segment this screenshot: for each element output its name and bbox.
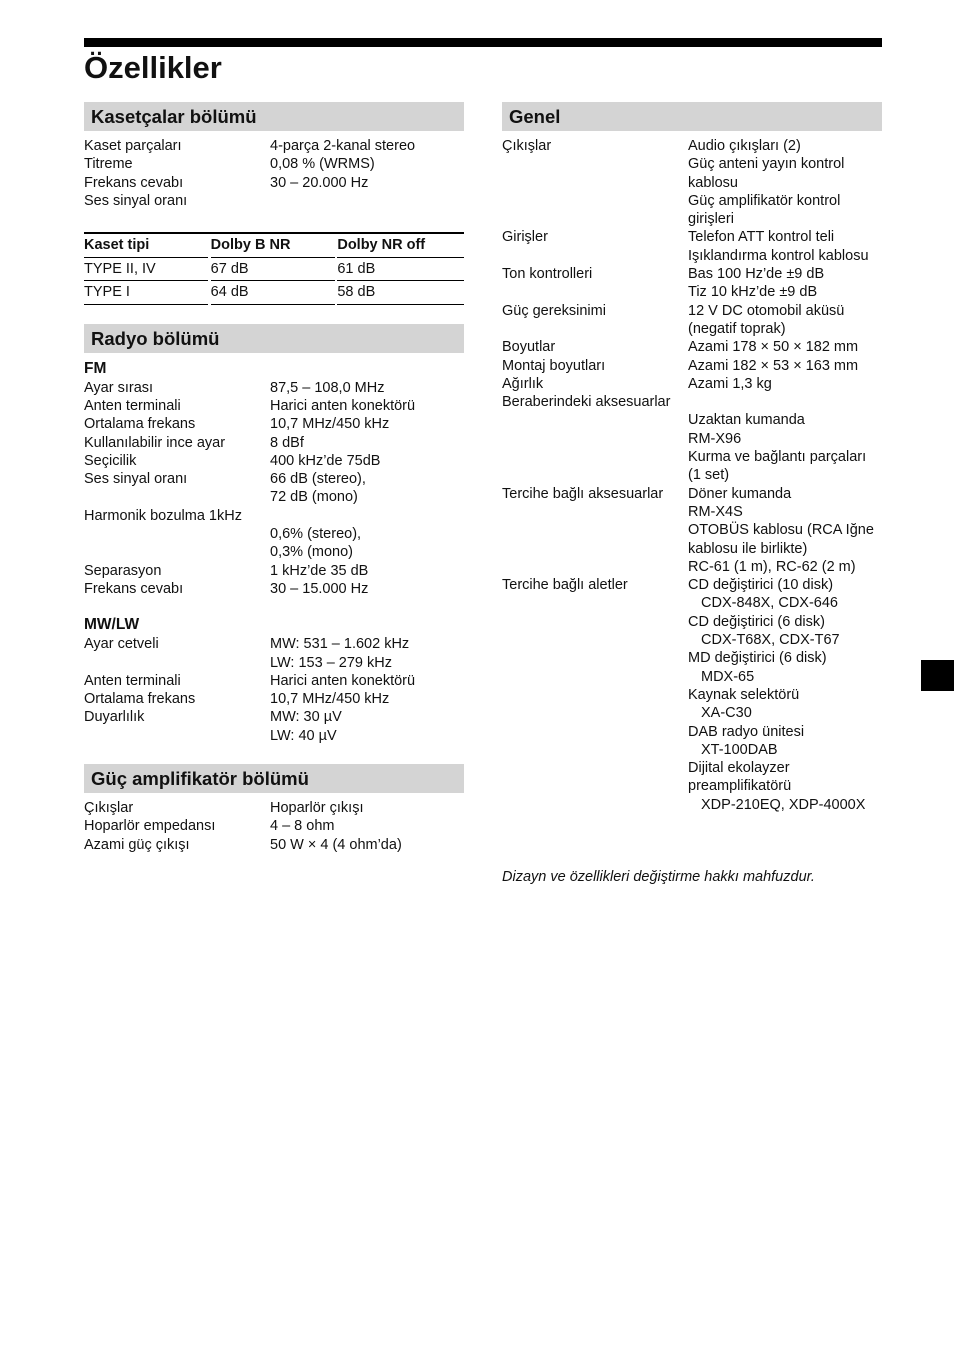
spec-row [84, 635, 464, 672]
fm-spec-list [84, 379, 464, 599]
spec-row [84, 836, 464, 854]
spec-label: Harmonik bozulma 1kHz [84, 507, 242, 524]
spec-values [270, 174, 464, 192]
spec-value: OTOBÜS kablosu (RCA Iğne kablosu ile birlikte) [688, 522, 874, 557]
spec-label: Boyutlar [502, 339, 556, 356]
spec-value: 8 dBf [270, 434, 304, 451]
spec-value: CD değiştirici (10 disk) [688, 577, 834, 594]
spec-value: MW: 30 µV [270, 709, 342, 726]
spec-row [84, 708, 464, 745]
spec-value: 0,3% (mono) [270, 544, 354, 561]
kaset-spec-list [84, 137, 464, 210]
spec-value: XA-C30 [701, 705, 752, 722]
spec-row [84, 155, 464, 173]
spec-value: CD değiştirici (6 disk) [688, 613, 825, 630]
spec-row [84, 434, 464, 452]
spec-values [688, 302, 882, 339]
spec-values [270, 470, 464, 507]
spec-values [270, 836, 464, 854]
section-heading-kaset: Kasetçalar bölümü [84, 102, 464, 131]
spec-value: RM-X4S [688, 503, 743, 520]
spec-label: Duyarlılık [84, 709, 145, 726]
table-row [84, 258, 464, 282]
spec-label: Montaj boyutları [502, 357, 606, 374]
spec-value: 72 dB (mono) [270, 489, 358, 506]
spec-value: 50 W × 4 (4 ohm’da) [270, 836, 402, 853]
spec-row [502, 393, 882, 411]
spec-label: Girişler [502, 229, 548, 246]
spec-values [270, 137, 464, 155]
spec-values [270, 155, 464, 173]
spec-row [84, 690, 464, 708]
spec-values [270, 690, 464, 708]
spec-value: 87,5 – 108,0 MHz [270, 379, 385, 396]
spec-row [84, 470, 464, 507]
spec-value: DAB radyo ünitesi [688, 723, 805, 740]
spec-value: Hoparlör çıkışı [270, 800, 364, 817]
spec-values [688, 228, 882, 265]
spec-value: XDP-210EQ, XDP-4000X [701, 796, 866, 813]
top-rule [84, 38, 882, 47]
spec-values [270, 799, 464, 817]
spec-row [502, 228, 882, 265]
spec-value: Bas 100 Hz’de ±9 dB [688, 266, 825, 283]
spec-value: Döner kumanda [688, 485, 792, 502]
spec-values [270, 452, 464, 470]
spec-values [270, 708, 464, 745]
table-header-row [84, 234, 464, 258]
disclaimer-note: Dizayn ve özellikleri değiştirme hakkı mahfuzdur. [502, 869, 815, 885]
spec-value: Audio çıkışları (2) [688, 138, 801, 154]
spec-value: 12 V DC otomobil aküsü (negatif toprak) [688, 302, 845, 337]
spec-values [270, 635, 464, 672]
spec-values [688, 576, 882, 814]
spec-label: Ortalama frekans [84, 691, 196, 708]
spec-value: Işıklandırma kontrol kablosu [688, 247, 869, 264]
spec-label: Frekans cevabı [84, 580, 184, 597]
table-cell: 67 dB [211, 258, 335, 282]
spec-values [688, 137, 882, 228]
spec-row [502, 265, 882, 302]
spec-values [270, 397, 464, 415]
spec-row [84, 507, 464, 525]
spec-row [84, 672, 464, 690]
spec-label: Çıkışlar [84, 800, 134, 817]
spec-values [270, 507, 464, 525]
spec-value: RC-61 (1 m), RC-62 (2 m) [688, 558, 856, 575]
table-header-cell: Dolby NR off [337, 234, 464, 258]
spec-row [84, 379, 464, 397]
spec-value: Azami 1,3 kg [688, 375, 772, 392]
spec-label: Azami güç çıkışı [84, 836, 190, 853]
spec-value: 0,6% (stereo), [270, 526, 362, 543]
spec-value: Güç anteni yayın kontrol kablosu [688, 156, 845, 191]
spec-value: CDX-848X, CDX-646 [701, 595, 838, 612]
table-cell: TYPE II, IV [84, 258, 208, 282]
spec-row [84, 397, 464, 415]
guc-spec-list [84, 799, 464, 854]
spec-value: Telefon ATT kontrol teli [688, 229, 835, 246]
spec-values [270, 379, 464, 397]
spec-values [688, 265, 882, 302]
spec-label: Beraberindeki aksesuarlar [502, 394, 671, 411]
spec-value: 1 kHz’de 35 dB [270, 562, 369, 579]
table-header-cell: Kaset tipi [84, 234, 208, 258]
spec-label: Separasyon [84, 562, 162, 579]
page-edge-tab [921, 660, 954, 691]
spec-value: Azami 178 × 50 × 182 mm [688, 339, 859, 356]
subheading-mwlw: MW/LW [84, 616, 140, 634]
spec-row [84, 562, 464, 580]
spec-label: Güç gereksinimi [502, 302, 606, 319]
spec-row [84, 799, 464, 817]
noise-ratio-table [84, 232, 464, 305]
page-title: Özellikler [84, 50, 222, 85]
spec-value: LW: 40 µV [270, 727, 337, 744]
spec-values [270, 672, 464, 690]
right-column [502, 102, 882, 814]
spec-label [84, 525, 270, 562]
spec-label: Ayar cetveli [84, 636, 159, 653]
spec-values [688, 375, 882, 393]
spec-label: Ses sinyal oranı [84, 471, 188, 488]
spec-value: Harici anten konektörü [270, 672, 416, 689]
spec-row [84, 525, 464, 562]
spec-values [688, 411, 882, 484]
spec-label: Frekans cevabı [84, 174, 184, 191]
spec-value: 4-parça 2-kanal stereo [270, 138, 416, 154]
left-column [84, 102, 464, 854]
spec-row [84, 817, 464, 835]
spec-row [502, 576, 882, 814]
spec-values [688, 393, 882, 411]
spec-label: Ağırlık [502, 375, 544, 392]
spec-label: Anten terminali [84, 672, 181, 689]
spec-label: Tercihe bağlı aletler [502, 577, 628, 594]
spec-label: Kaset parçaları [84, 138, 182, 154]
spec-value: MW: 531 – 1.602 kHz [270, 636, 410, 653]
spec-values [270, 415, 464, 433]
spec-label: Anten terminali [84, 397, 181, 414]
spec-values [270, 434, 464, 452]
spec-value: 400 kHz’de 75dB [270, 452, 381, 469]
spec-row [502, 137, 882, 228]
spec-value: RM-X96 [688, 430, 742, 447]
spec-values [270, 580, 464, 598]
spec-row [502, 411, 882, 484]
spec-row [84, 415, 464, 433]
subheading-fm: FM [84, 359, 107, 377]
spec-values [270, 562, 464, 580]
genel-spec-list [502, 137, 882, 814]
spec-value: 0,08 % (WRMS) [270, 156, 375, 173]
spec-label: Çıkışlar [502, 138, 552, 154]
spec-value: Azami 182 × 53 × 163 mm [688, 357, 859, 374]
spec-values [688, 485, 882, 576]
spec-value: CDX-T68X, CDX-T67 [701, 632, 840, 649]
spec-value: MDX-65 [701, 668, 755, 685]
spec-value: 66 dB (stereo), [270, 471, 366, 488]
spec-label [502, 411, 688, 484]
section-heading-guc: Güç amplifikatör bölümü [84, 764, 464, 793]
spec-label: Tercihe bağlı aksesuarlar [502, 485, 664, 502]
spec-row [84, 137, 464, 155]
table-cell: 58 dB [337, 281, 464, 305]
spec-row [502, 485, 882, 576]
mwlw-spec-list [84, 635, 464, 745]
table-cell: 64 dB [211, 281, 335, 305]
spec-value: 4 – 8 ohm [270, 818, 335, 835]
spec-row [502, 338, 882, 356]
spec-value: Dijital ekolayzer preamplifikatörü [688, 760, 792, 795]
spec-row [502, 357, 882, 375]
spec-row [502, 302, 882, 339]
spec-value: 30 – 15.000 Hz [270, 580, 369, 597]
spec-label: Hoparlör empedansı [84, 818, 216, 835]
spec-row [84, 174, 464, 192]
spec-label: Kullanılabilir ince ayar [84, 434, 226, 451]
spec-label: Ton kontrolleri [502, 266, 593, 283]
spec-label: Ortalama frekans [84, 416, 196, 433]
spec-values [270, 817, 464, 835]
spec-value: Tiz 10 kHz’de ±9 dB [688, 284, 818, 301]
spec-value: Kurma ve bağlantı parçaları (1 set) [688, 449, 867, 484]
spec-values [270, 525, 464, 562]
spec-row [84, 580, 464, 598]
spec-value: LW: 153 – 279 kHz [270, 654, 392, 671]
table-row [84, 281, 464, 305]
spec-row [84, 452, 464, 470]
spec-label: Ses sinyal oranı [84, 192, 188, 209]
spec-value: MD değiştirici (6 disk) [688, 650, 827, 667]
table-cell: 61 dB [337, 258, 464, 282]
spec-value: Uzaktan kumanda [688, 412, 805, 429]
spec-value: 10,7 MHz/450 kHz [270, 691, 390, 708]
spec-value: Kaynak selektörü [688, 686, 800, 703]
spec-value: 30 – 20.000 Hz [270, 174, 369, 191]
spec-row [502, 375, 882, 393]
spec-label: Ayar sırası [84, 379, 154, 396]
spec-label: Titreme [84, 156, 133, 173]
spec-label: Seçicilik [84, 452, 137, 469]
table-cell: TYPE I [84, 281, 208, 305]
spec-row [84, 192, 464, 210]
spec-value: Harici anten konektörü [270, 397, 416, 414]
section-heading-radyo: Radyo bölümü [84, 324, 464, 353]
spec-value: 10,7 MHz/450 kHz [270, 416, 390, 433]
spec-values [688, 357, 882, 375]
table-header-cell: Dolby B NR [211, 234, 335, 258]
spec-value: Güç amplifikatör kontrol girişleri [688, 192, 841, 228]
spec-values [688, 338, 882, 356]
section-heading-genel: Genel [502, 102, 882, 131]
spec-values [270, 192, 464, 210]
spec-value: XT-100DAB [701, 741, 778, 758]
